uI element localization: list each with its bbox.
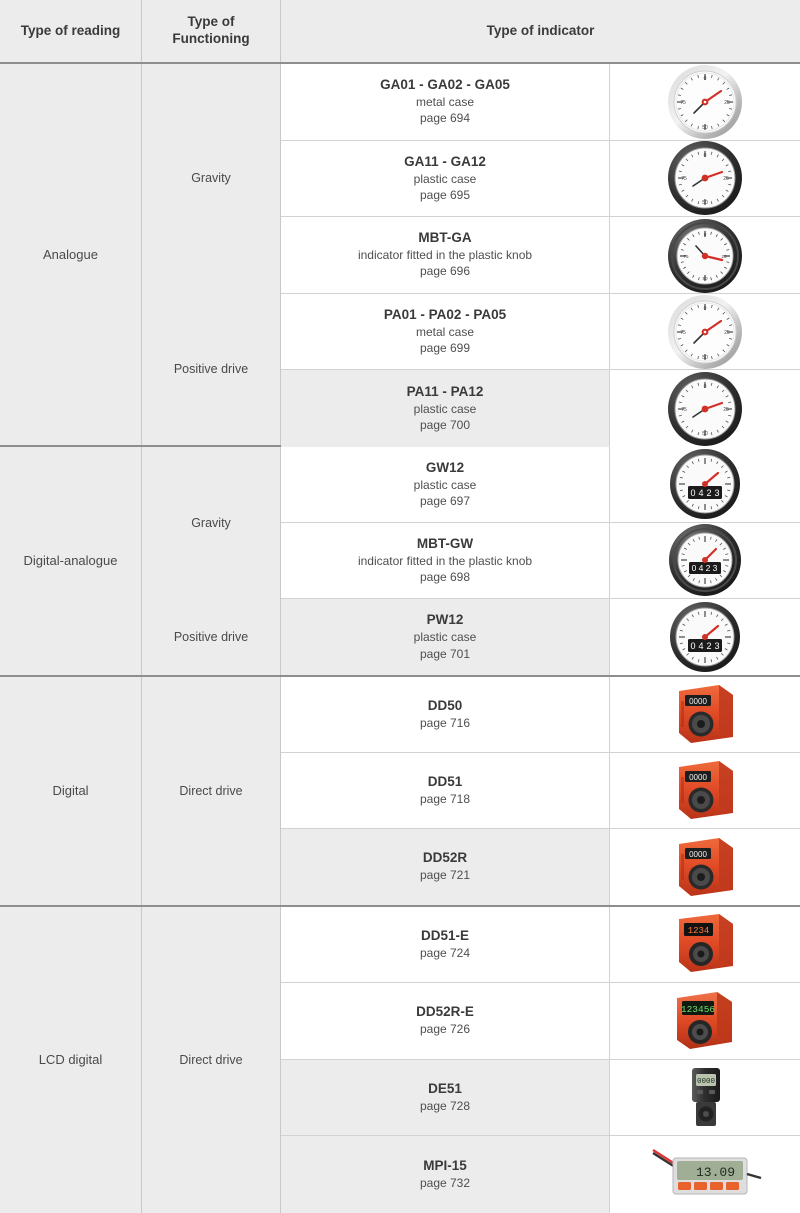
type-of-reading-label: Digital (52, 783, 89, 799)
svg-text:2: 2 (705, 563, 711, 574)
digital-analogue-counter-icon (609, 447, 800, 522)
svg-text:0000: 0000 (689, 849, 707, 859)
indicator-info (281, 294, 609, 370)
indicator-description: plastic case (413, 630, 477, 645)
indicator-description: indicator fitted in the plastic knob (357, 553, 533, 568)
digital-position-indicator-red-icon (609, 829, 800, 905)
indicator-description: indicator fitted in the plastic knob (357, 248, 533, 263)
svg-text:1234: 1234 (687, 926, 710, 937)
svg-text:0000: 0000 (696, 1077, 716, 1086)
type-of-functioning-label: Gravity (191, 171, 231, 186)
table-row[interactable] (281, 907, 800, 984)
indicator-model: DD52R-E (416, 1004, 474, 1020)
digital-position-indicator-red-icon (609, 753, 800, 828)
type-of-functioning-cell (142, 599, 280, 675)
indicator-model: PW12 (426, 612, 464, 628)
svg-text:2: 2 (706, 488, 712, 499)
svg-text:0: 0 (691, 563, 697, 574)
type-of-functioning-column (141, 447, 280, 675)
header-type-of-functioning (141, 0, 280, 62)
indicator-info (281, 1060, 609, 1136)
svg-text:3: 3 (712, 563, 718, 574)
indicator-model: PA11 - PA12 (406, 383, 484, 399)
svg-text:75: 75 (681, 176, 687, 183)
type-of-functioning-cell (142, 293, 280, 445)
header-type-of-indicator (280, 0, 800, 62)
indicator-info (281, 141, 609, 217)
indicator-model: MPI-15 (423, 1158, 467, 1174)
svg-text:50: 50 (702, 354, 708, 361)
lcd-indicator-red-icon (609, 907, 800, 983)
table-group (0, 677, 800, 907)
type-of-functioning-label: Positive drive (173, 361, 249, 376)
indicator-page-reference[interactable]: page 716 (419, 715, 471, 730)
table-row[interactable] (281, 753, 800, 829)
svg-text:75: 75 (680, 329, 686, 336)
svg-text:2: 2 (706, 641, 712, 651)
type-of-functioning-column (141, 677, 280, 905)
indicator-model: DD51 (427, 773, 463, 789)
header-type-of-reading (0, 0, 141, 62)
type-of-functioning-label: Positive drive (173, 629, 249, 644)
indicator-model: PA01 - PA02 - PA05 (383, 306, 507, 322)
table-header-row (0, 0, 800, 64)
svg-text:0000: 0000 (689, 773, 707, 783)
type-of-reading-cell (0, 64, 141, 445)
indicator-page-reference[interactable]: page 724 (419, 945, 471, 960)
lcd-indicator-red-green-icon (609, 983, 800, 1059)
svg-text:0: 0 (703, 231, 707, 237)
svg-text:0: 0 (690, 488, 696, 499)
header-type-of-reading-label: Type of reading (20, 22, 121, 38)
indicator-info (281, 523, 609, 599)
table-row[interactable] (281, 1136, 800, 1213)
indicator-rows (280, 447, 800, 675)
type-of-reading-cell (0, 447, 141, 675)
indicator-info (281, 907, 609, 983)
svg-text:4: 4 (698, 488, 704, 499)
svg-text:4: 4 (698, 563, 704, 574)
svg-text:0: 0 (703, 153, 707, 160)
type-of-reading-cell (0, 677, 141, 905)
table-row[interactable] (281, 64, 800, 141)
table-row[interactable] (281, 599, 800, 675)
type-of-functioning-cell (142, 447, 280, 599)
indicator-info (281, 447, 609, 522)
svg-text:4: 4 (698, 641, 704, 651)
header-type-of-indicator-label: Type of indicator (486, 22, 595, 38)
svg-text:0: 0 (690, 641, 696, 651)
analogue-dial-knob-icon (609, 217, 800, 293)
type-of-functioning-column (141, 907, 280, 1213)
svg-text:25: 25 (724, 329, 730, 336)
indicator-model: DE51 (428, 1080, 462, 1096)
indicator-info (281, 753, 609, 828)
indicator-info (281, 829, 609, 905)
indicator-page-reference[interactable]: page 700 (419, 418, 471, 433)
table-group (0, 907, 800, 1213)
table-row[interactable] (281, 294, 800, 371)
analogue-dial-plastic-case-icon (609, 141, 800, 217)
indicator-page-reference[interactable]: page 696 (419, 264, 471, 279)
table-row[interactable] (281, 983, 800, 1060)
indicator-rows (280, 64, 800, 445)
analogue-dial-plastic-case-icon (609, 370, 800, 447)
indicator-page-reference[interactable]: page 732 (419, 1176, 471, 1191)
indicator-model: MBT-GA (418, 230, 472, 246)
svg-text:123456: 123456 (680, 1003, 716, 1015)
indicator-rows (280, 907, 800, 1213)
indicator-description: metal case (415, 95, 475, 110)
indicator-info (281, 217, 609, 293)
indicator-model: DD50 (427, 697, 463, 713)
table-row[interactable] (281, 370, 800, 447)
indicator-page-reference[interactable]: page 698 (419, 569, 471, 584)
svg-text:50: 50 (702, 124, 708, 131)
indicator-page-reference[interactable]: page 694 (419, 111, 471, 126)
indicator-info (281, 64, 609, 140)
table-group (0, 64, 800, 447)
indicator-page-reference[interactable]: page 721 (419, 868, 471, 883)
table-row[interactable] (281, 829, 800, 905)
indicator-model: DD51-E (420, 927, 469, 943)
svg-text:0: 0 (703, 305, 707, 312)
table-row[interactable] (281, 141, 800, 218)
table-row[interactable] (281, 523, 800, 600)
table-row[interactable] (281, 1060, 800, 1137)
svg-text:25: 25 (721, 253, 727, 259)
type-of-functioning-cell (142, 64, 280, 293)
analogue-dial-metal-case-icon (609, 294, 800, 370)
type-of-functioning-column (141, 64, 280, 445)
table-row[interactable] (281, 217, 800, 294)
digital-position-indicator-red-icon (609, 677, 800, 752)
indicator-description: metal case (415, 324, 475, 339)
digital-analogue-counter-icon (609, 599, 800, 675)
indicator-info (281, 983, 609, 1059)
header-functioning-line2: Functioning (172, 31, 250, 46)
indicator-info (281, 599, 609, 675)
indicator-page-reference[interactable]: page 728 (419, 1098, 471, 1113)
indicator-model: MBT-GW (416, 535, 474, 551)
svg-text:3: 3 (714, 641, 720, 651)
svg-text:0: 0 (703, 75, 707, 82)
lcd-indicator-black-icon (609, 1060, 800, 1136)
indicator-page-reference[interactable]: page 726 (419, 1022, 471, 1037)
type-of-functioning-label: Gravity (191, 515, 231, 530)
indicator-model: DD52R (422, 850, 468, 866)
type-of-reading-label: Analogue (43, 247, 98, 262)
svg-text:25: 25 (723, 406, 729, 413)
indicator-page-reference[interactable]: page 718 (419, 791, 471, 806)
digital-analogue-knob-icon (609, 523, 800, 599)
svg-text:75: 75 (681, 406, 687, 413)
svg-text:75: 75 (683, 253, 689, 259)
indicator-description: plastic case (413, 401, 477, 416)
indicator-rows (280, 677, 800, 905)
indicator-model: GW12 (425, 459, 465, 475)
lcd-panel-meter-icon (609, 1136, 800, 1213)
svg-text:0: 0 (703, 383, 707, 390)
indicator-description: plastic case (413, 171, 477, 186)
svg-text:0000: 0000 (689, 697, 707, 707)
svg-text:25: 25 (723, 176, 729, 183)
indicator-description: plastic case (413, 477, 477, 492)
table-row[interactable] (281, 677, 800, 753)
table-group (0, 447, 800, 677)
type-of-functioning-label: Direct drive (179, 1052, 243, 1067)
indicator-page-reference[interactable]: page 699 (419, 341, 471, 356)
header-type-of-functioning-label (172, 14, 249, 48)
svg-text:25: 25 (724, 99, 730, 106)
type-of-reading-cell (0, 907, 141, 1213)
indicator-page-reference[interactable]: page 697 (419, 493, 471, 508)
table-row[interactable] (281, 447, 800, 523)
indicator-info (281, 677, 609, 752)
indicator-page-reference[interactable]: page 701 (419, 646, 471, 661)
indicator-model: GA11 - GA12 (404, 153, 486, 169)
indicator-info (281, 370, 609, 447)
type-of-functioning-cell (142, 677, 280, 905)
indicator-page-reference[interactable]: page 695 (419, 187, 471, 202)
svg-text:75: 75 (680, 99, 686, 106)
table-body (0, 64, 800, 1213)
indicator-info (281, 1136, 609, 1213)
type-of-reading-label: LCD digital (38, 1052, 103, 1068)
svg-text:50: 50 (702, 200, 708, 207)
header-functioning-line1: Type of (187, 14, 235, 30)
svg-text:3: 3 (714, 488, 720, 499)
svg-text:13.09: 13.09 (695, 1164, 735, 1180)
indicator-model: GA01 - GA02 - GA05 (380, 77, 510, 93)
analogue-dial-metal-case-icon (609, 64, 800, 140)
type-of-reading-label: Digital-analogue (23, 553, 118, 569)
type-of-functioning-label: Direct drive (179, 783, 243, 798)
svg-text:50: 50 (702, 430, 708, 437)
type-of-functioning-cell (142, 907, 280, 1213)
svg-text:50: 50 (702, 275, 708, 281)
